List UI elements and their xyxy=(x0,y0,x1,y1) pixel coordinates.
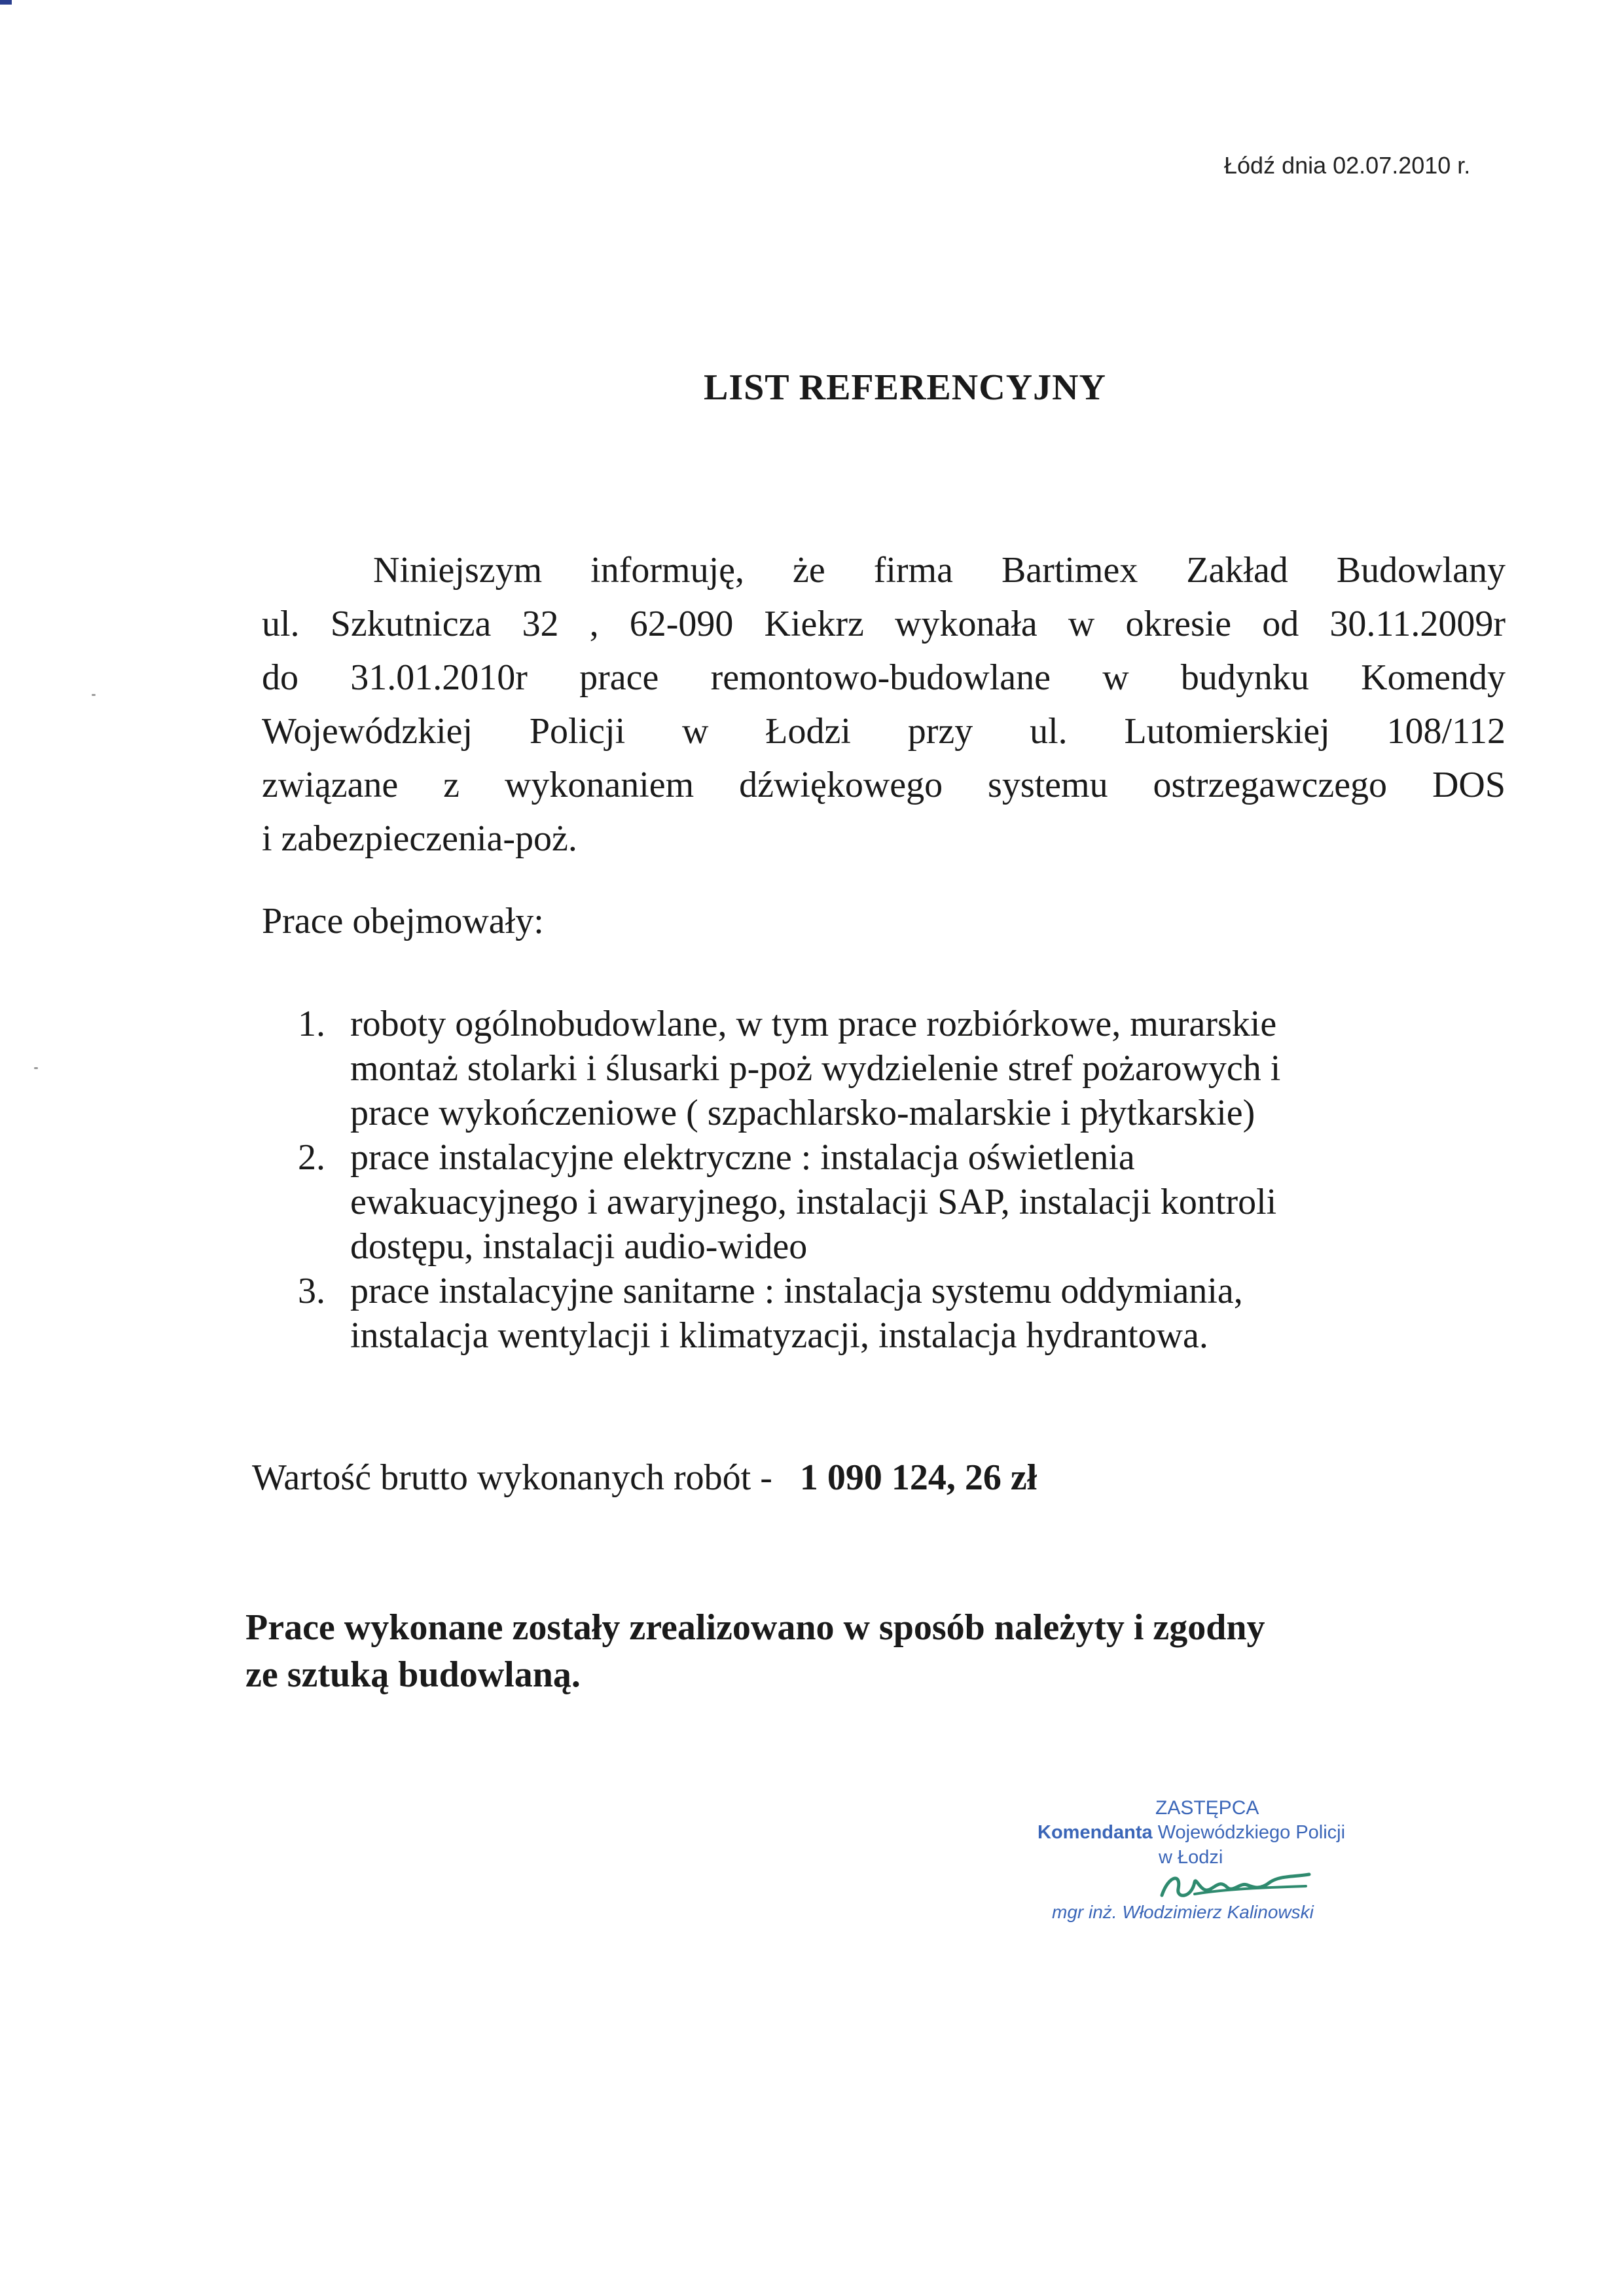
scan-speck xyxy=(34,1067,38,1069)
scan-corner-mark xyxy=(0,0,12,5)
official-stamp xyxy=(1038,1797,1430,1948)
document-date: Łódź dnia 02.07.2010 r. xyxy=(1224,152,1471,179)
list-number: 3. xyxy=(298,1271,325,1311)
scan-speck xyxy=(92,694,96,696)
intro-line: do 31.01.2010r prace remontowo-budowlane w budynku Komendy xyxy=(262,657,1506,698)
stamp-line: w Łodzi xyxy=(1159,1847,1223,1868)
works-list-item xyxy=(295,1135,1473,1269)
works-heading: Prace obejmowały: xyxy=(262,901,544,941)
closing-statement xyxy=(245,1604,1489,1698)
intro-line: Niniejszym informuję, że firma Bartimex Zakład Budowlany xyxy=(373,550,1506,591)
works-list-item xyxy=(295,1269,1473,1358)
works-list xyxy=(295,1002,1473,1358)
list-item-line: ewakuacyjnego i awaryjnego, instalacji SAP, instalacji kontroli xyxy=(350,1182,1277,1222)
stamp-line-rest: Wojewódzkiego Policji xyxy=(1152,1822,1346,1843)
stamp-line: ZASTĘPCA xyxy=(1155,1797,1259,1819)
stamp-line-bold: Komendanta xyxy=(1038,1822,1153,1843)
stamp-signatory: mgr inż. Włodzimierz Kalinowski xyxy=(1052,1902,1314,1922)
intro-line: ul. Szkutnicza 32 , 62-090 Kiekrz wykonała w okresie od 30.11.2009r xyxy=(262,604,1506,644)
intro-line: związane z wykonaniem dźwiękowego systemu ostrzegawczego DOS xyxy=(262,765,1506,805)
list-item-line: prace wykończeniowe ( szpachlarsko-malarskie i płytkarskie) xyxy=(350,1093,1255,1133)
list-item-line: montaż stolarki i ślusarki p-poż wydzielenie stref pożarowych i xyxy=(350,1048,1281,1089)
list-number: 2. xyxy=(298,1137,325,1178)
gross-value-amount: 1 090 124, 26 zł xyxy=(799,1457,1038,1498)
intro-line: i zabezpieczenia-poż. xyxy=(262,818,577,859)
list-item-line: dostępu, instalacji audio-wideo xyxy=(350,1226,808,1267)
closing-line: Prace wykonane zostały zrealizowano w sposób należyty i zgodny xyxy=(245,1607,1265,1648)
gross-value-line xyxy=(252,1457,1037,1499)
intro-paragraph xyxy=(262,543,1506,866)
stamp-line xyxy=(1038,1822,1345,1844)
list-number: 1. xyxy=(298,1004,325,1044)
works-list-item xyxy=(295,1002,1473,1135)
list-item-line: roboty ogólnobudowlane, w tym prace rozbiórkowe, murarskie xyxy=(350,1004,1277,1044)
list-item-line: prace instalacyjne elektryczne : instalacja oświetlenia xyxy=(350,1137,1135,1178)
list-item-line: prace instalacyjne sanitarne : instalacja systemu oddymiania, xyxy=(350,1271,1243,1311)
gross-value-label: Wartość brutto wykonanych robót - xyxy=(252,1457,772,1498)
list-item-line: instalacja wentylacji i klimatyzacji, instalacja hydrantowa. xyxy=(350,1315,1208,1356)
intro-line: Wojewódzkiej Policji w Łodzi przy ul. Lutomierskiej 108/112 xyxy=(262,711,1506,752)
document-title: LIST REFERENCYJNY xyxy=(704,367,1106,408)
closing-line: ze sztuką budowlaną. xyxy=(245,1654,581,1695)
